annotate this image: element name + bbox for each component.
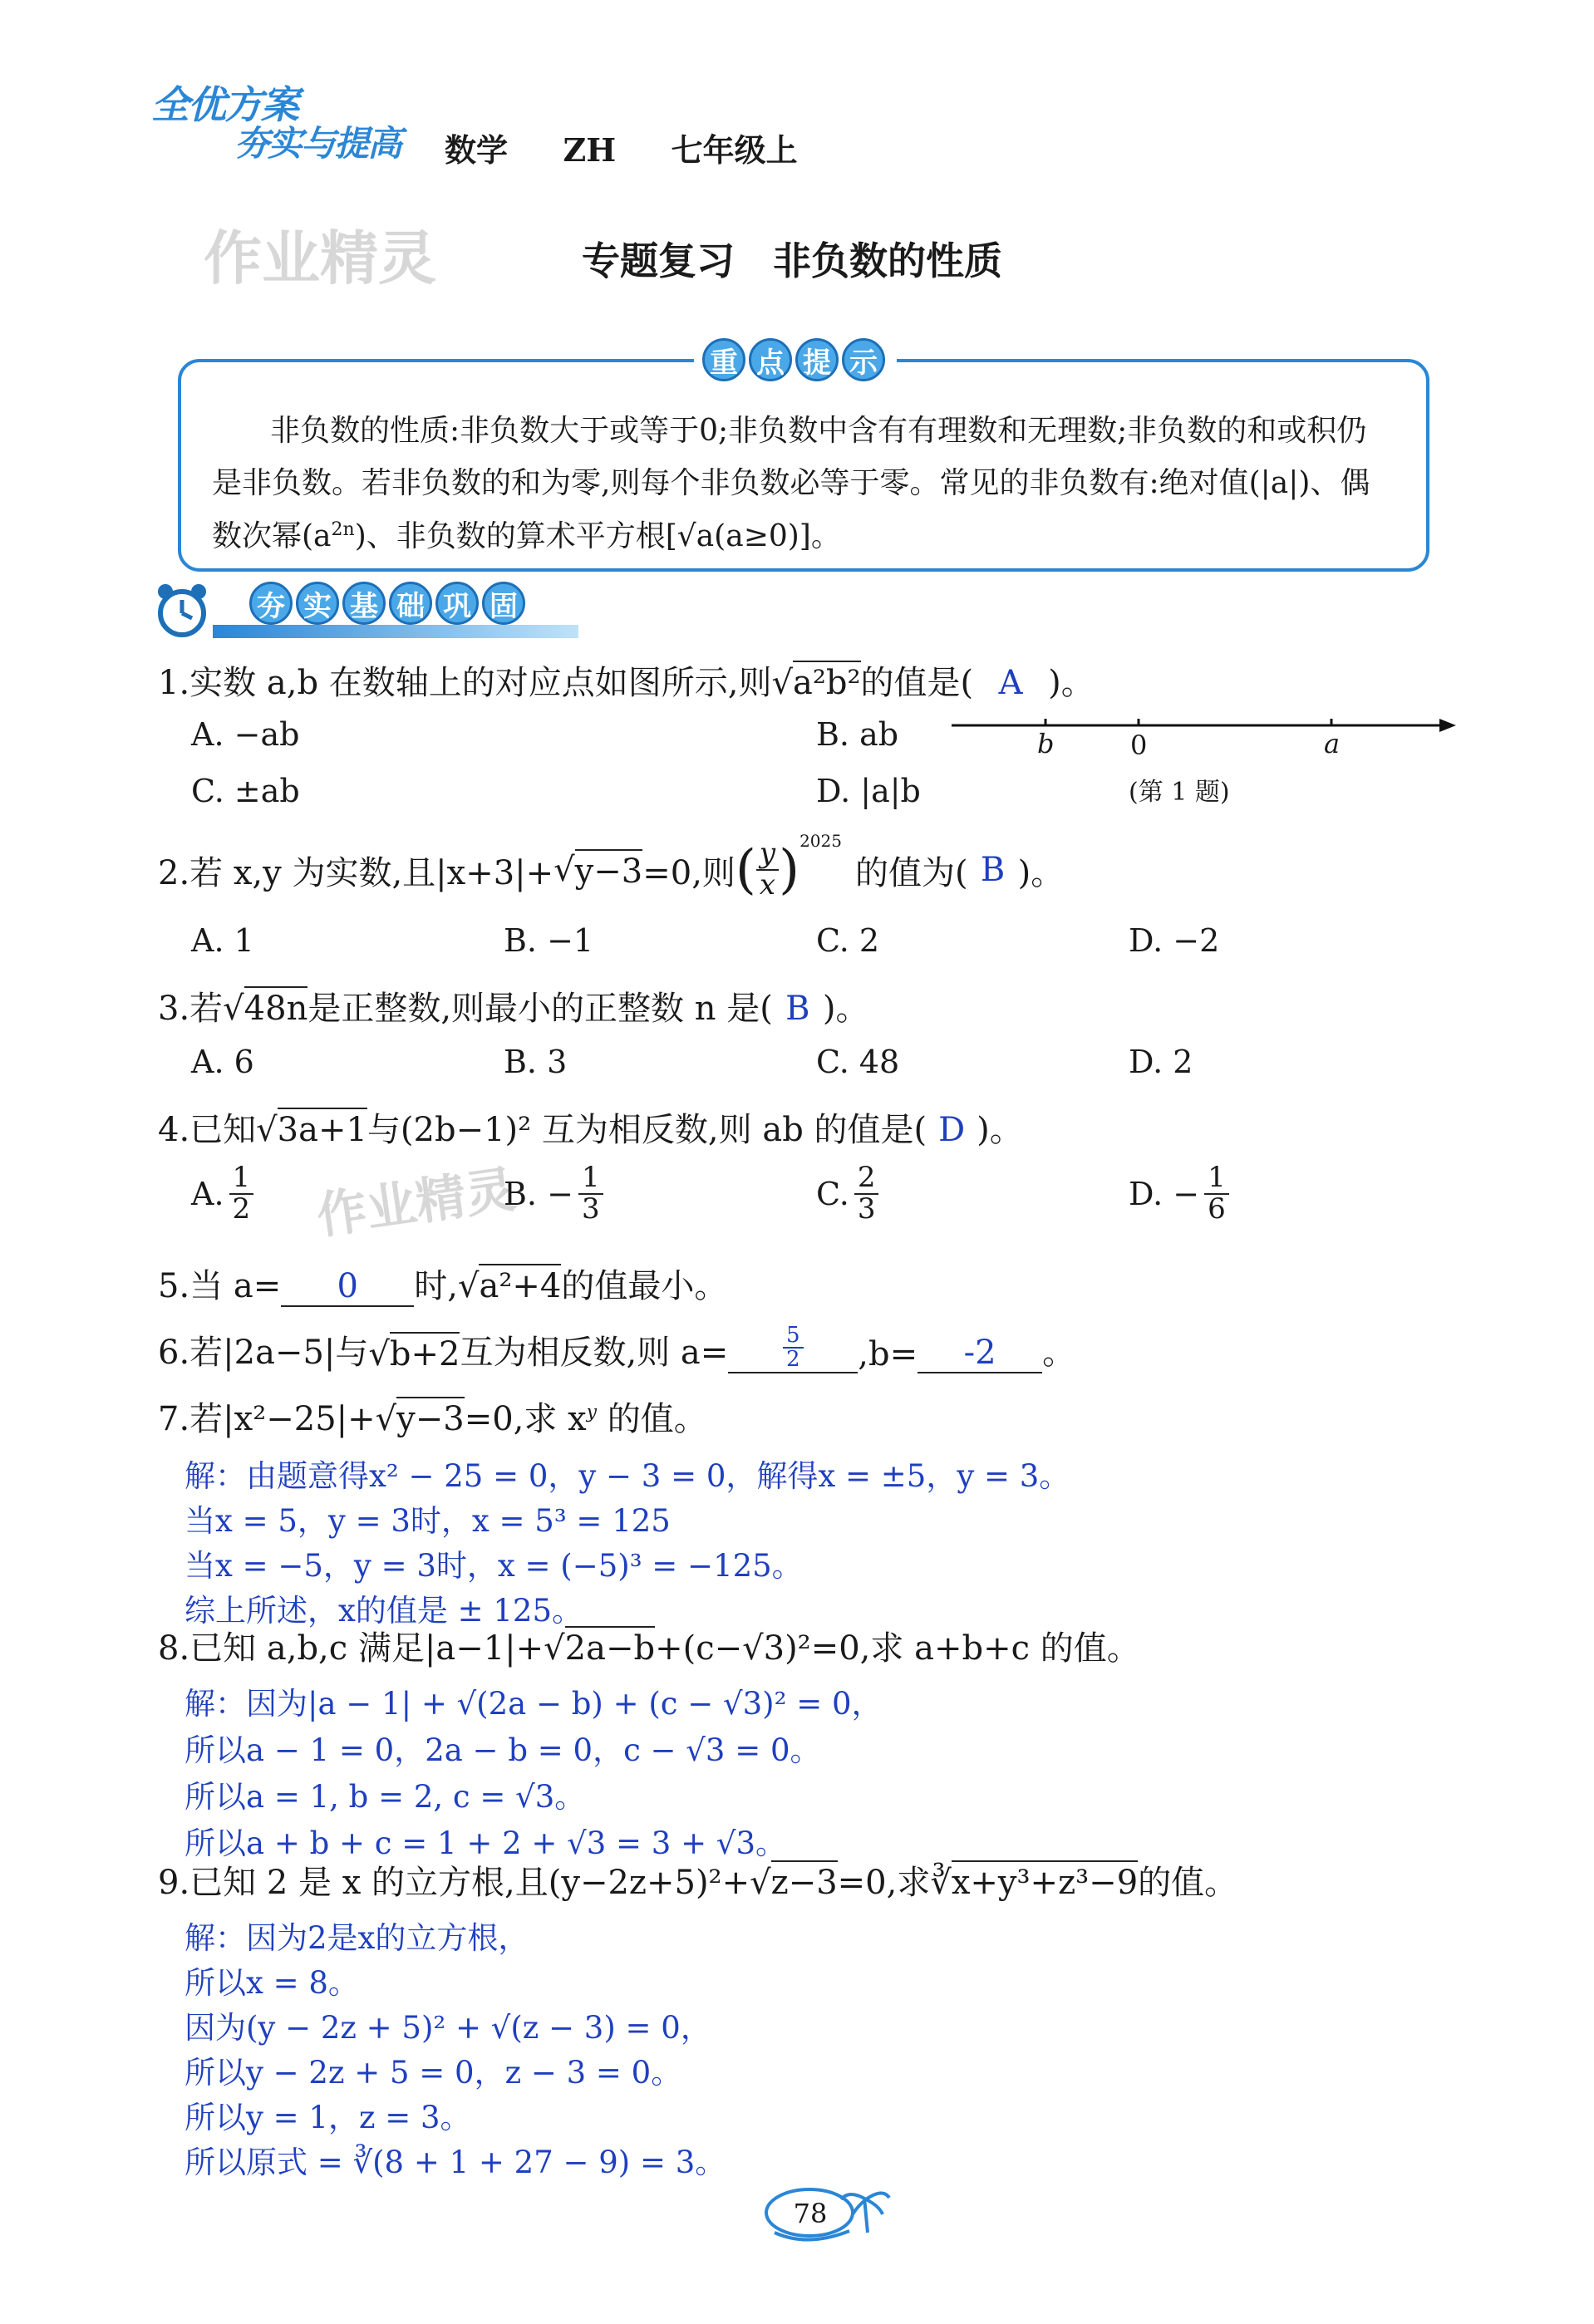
sqrt-expression: a²b² (793, 661, 861, 702)
q9-solution-line: 所以x = 8。 (184, 1965, 359, 2001)
q7-solution-line: 当x = 5，y = 3时，x = 5³ = 125 (184, 1503, 671, 1539)
q3-option-a: A. 6 (191, 1044, 254, 1080)
q4-option-b: B. − $\frac{1}{3}$ (504, 1163, 603, 1224)
key-points-tag (694, 337, 897, 383)
q2-option-a: A. 1 (191, 922, 254, 959)
section-char: 基 (342, 582, 386, 625)
watermark-top: 作业精灵 (204, 224, 436, 292)
question-1: 1.实数 a,b 在数轴上的对应点如图所示,则√a²b²的值是( A )。 (158, 656, 1095, 704)
logo-line2: 夯实与提高 (234, 123, 401, 164)
q2-option-d: D. −2 (1129, 922, 1220, 959)
answer-blank-5: 0 (281, 1267, 414, 1307)
axis-label-a: a (1324, 728, 1341, 759)
key-text-line3: 数次幂$(a^{2n})$、非负数的算术平方根[√a(a≥0)]。 (212, 519, 841, 553)
key-tag-char: 重 (702, 338, 745, 381)
exponent: y (586, 1402, 598, 1423)
header-meta (445, 125, 798, 170)
exponent: 2025 (799, 831, 842, 851)
header-edition: ZH (563, 131, 617, 169)
question-3: 3.若√48n是正整数,则最小的正整数 n 是( B )。 (158, 982, 868, 1029)
section-char: 实 (296, 582, 339, 625)
sqrt-expression: a²+4 (479, 1264, 561, 1305)
logo-line1: 全优方案 (151, 82, 298, 127)
logo (143, 75, 409, 166)
q2-option-b: B. −1 (504, 922, 594, 959)
sqrt-expression: 48n (244, 986, 308, 1028)
q1-option-c: C. ±ab (191, 773, 300, 809)
key-tag-char: 提 (795, 338, 839, 381)
question-8: 8.已知 a,b,c 满足|a−1|+√2a−b+(c−√3)²=0,求 a+b+c 的值。 (158, 1622, 1140, 1669)
page-number: 78 (793, 2198, 828, 2229)
question-9: 9.已知 2 是 x 的立方根,且(y−2z+5)²+√z−3=0,求∛x+y³+z³−9的值。 (158, 1856, 1237, 1904)
alarm-clock-icon (155, 582, 209, 640)
q9-solution-line: 所以y = 1，z = 3。 (184, 2100, 471, 2135)
sqrt-expression: y−3 (575, 849, 643, 891)
section-bar (213, 625, 578, 638)
q7-solution-line: 当x = −5，y = 3时，x = (−5)³ = −125。 (184, 1548, 803, 1584)
section-char: 巩 (435, 582, 479, 625)
q2-option-c: C. 2 (816, 922, 880, 959)
exponent: 2n (331, 519, 355, 540)
answer-blank-6b: -2 (918, 1334, 1042, 1373)
question-2: 2.若 x,y 为实数,且|x+3|+ √ y−3 =0,则 ( $\frac{y}{x}$ ) 2025 的值为( B )。 (158, 831, 1065, 902)
sqrt-expression: y−3 (396, 1397, 465, 1438)
fraction: $\frac{y}{x}$ (756, 839, 779, 900)
key-tag-char: 点 (749, 338, 792, 381)
page-title: 专题复习 非负数的性质 (582, 238, 1002, 283)
answer-blank-6a (728, 1324, 858, 1373)
key-text-line2: 是非负数。若非负数的和为零,则每个非负数必等于零。常见的非负数有:绝对值(|a|)、偶 (212, 466, 1370, 500)
q7-solution-line: 综上所述，x的值是 ± 125。 (184, 1593, 583, 1629)
q4-option-a: A. $\frac{1}{2}$ (191, 1163, 253, 1224)
answer-4: D (938, 1111, 966, 1149)
q3-option-b: B. 3 (504, 1044, 568, 1080)
q9-solution-line: 所以原式 = ∛(8 + 1 + 27 − 9) = 3。 (184, 2145, 726, 2180)
section-char: 础 (389, 582, 432, 625)
header-grade: 七年级上 (671, 131, 798, 169)
number-line (947, 710, 1463, 760)
watermark-middle: 作业精灵 (312, 1160, 519, 1246)
sqrt-expression: z−3 (771, 1860, 838, 1902)
q7-solution-line: 解：由题意得x² − 25 = 0，y − 3 = 0，解得x = ±5，y = 3。 (184, 1458, 1070, 1494)
fraction: $\frac{5}{2}$ (783, 1324, 804, 1372)
axis-label-zero: 0 (1130, 730, 1148, 761)
question-4: 4.已知√3a+1与(2b−1)² 互为相反数,则 ab 的值是( D )。 (158, 1103, 1023, 1151)
fraction: $\frac{1}{6}$ (1204, 1163, 1229, 1224)
q8-solution-line: 所以a + b + c = 1 + 2 + √3 = 3 + √3。 (184, 1825, 786, 1861)
q8-solution-line: 解：因为|a − 1| + √(2a − b) + (c − √3)² = 0， (184, 1686, 883, 1722)
question-7: 7.若|x²−25|+√y−3=0,求 $x^y$ 的值。 (158, 1393, 707, 1440)
section-title (249, 582, 529, 625)
answer-2: B (980, 851, 1006, 889)
q9-solution-line: 所以y − 2z + 5 = 0，z − 3 = 0。 (184, 2055, 682, 2091)
question-5: 5.当 a= 0 时,√a²+4的值最小。 (158, 1260, 727, 1307)
q8-solution-line: 所以a = 1, b = 2, c = √3。 (184, 1779, 586, 1815)
q3-option-d: D. 2 (1129, 1044, 1193, 1080)
figure-caption: (第 1 题) (1129, 778, 1230, 807)
q3-option-c: C. 48 (816, 1044, 900, 1080)
header-subject: 数学 (445, 131, 509, 169)
sqrt-expression: b+2 (390, 1332, 460, 1373)
q1-option-a: A. −ab (191, 716, 300, 753)
fraction: $\frac{1}{2}$ (229, 1163, 254, 1224)
q4-option-d: D. − $\frac{1}{6}$ (1129, 1163, 1229, 1224)
key-text-line1: 非负数的性质:非负数大于或等于0;非负数中含有有理数和无理数;非负数的和或积仍 (270, 414, 1367, 448)
section-char: 夯 (249, 582, 293, 625)
fraction: $\frac{2}{3}$ (854, 1163, 879, 1224)
q9-solution-line: 因为(y − 2z + 5)² + √(z − 3) = 0， (184, 2010, 711, 2046)
fraction: $\frac{1}{3}$ (578, 1163, 603, 1224)
question-6: 6.若|2a−5|与 √ b+2 互为相反数,则 a= $\frac{5}{2}$ ,b= -2 。 (158, 1323, 1076, 1373)
q8-solution-line: 所以a − 1 = 0，2a − b = 0，c − √3 = 0。 (184, 1732, 821, 1768)
q1-option-d: D. |a|b (816, 773, 921, 809)
cbrt-expression: x+y³+z³−9 (952, 1860, 1138, 1902)
sqrt-expression: 3a+1 (278, 1108, 367, 1149)
q9-solution-line: 解：因为2是x的立方根， (184, 1920, 529, 1956)
q4-option-c: C. $\frac{2}{3}$ (816, 1163, 878, 1224)
q1-option-b: B. ab (816, 716, 899, 753)
sqrt-expression: 2a−b (565, 1626, 655, 1668)
answer-1: A (998, 664, 1023, 702)
key-tag-char: 示 (842, 338, 885, 381)
answer-3: B (785, 990, 810, 1028)
section-char: 固 (482, 582, 525, 625)
axis-label-b: b (1037, 728, 1055, 759)
